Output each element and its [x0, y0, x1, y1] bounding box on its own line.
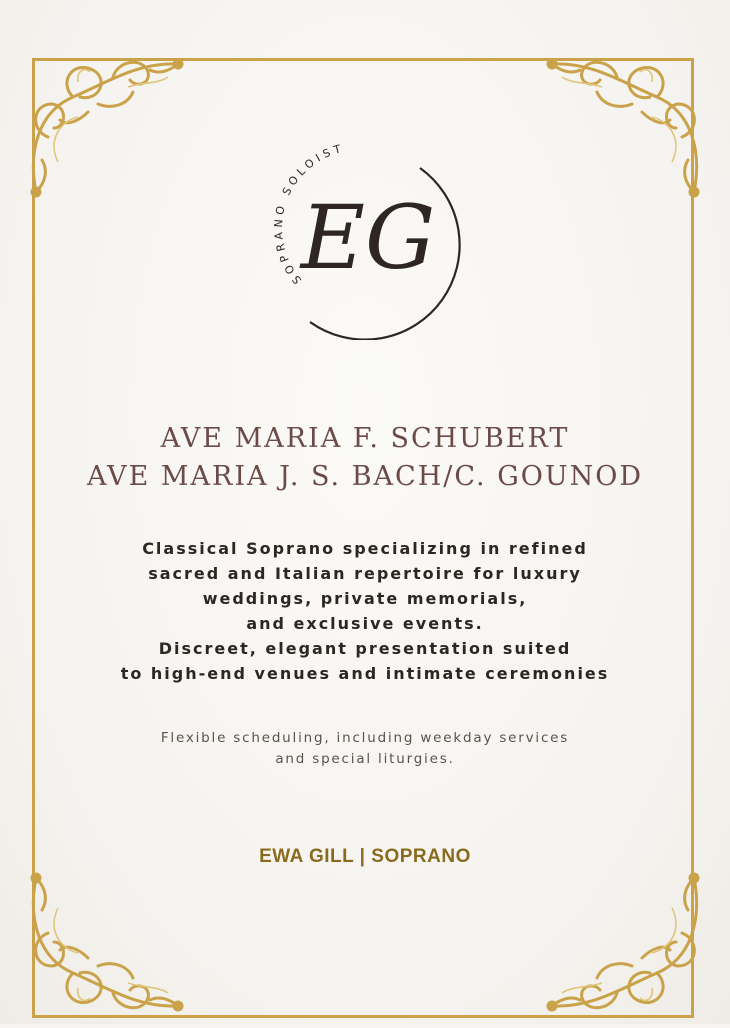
ornament-icon — [18, 858, 188, 1028]
ornament-icon — [18, 42, 188, 212]
performer-signature: EWA GILL | SOPRANO — [259, 846, 471, 867]
ornament-corner-bottom-right — [542, 858, 712, 1028]
title-line: AVE MARIA F. SCHUBERT — [160, 423, 570, 454]
description-line: Discreet, elegant presentation suited — [158, 639, 572, 658]
monogram-arc-text: SOPRANO SOLOIST — [271, 141, 347, 287]
ornament-corner-top-right — [542, 42, 712, 212]
ornament-corner-bottom-left — [18, 858, 188, 1028]
note-line: Flexible scheduling, including weekday services — [160, 730, 570, 746]
monogram-letters: EG — [300, 186, 436, 289]
scheduling-note — [0, 728, 730, 770]
ornament-icon — [542, 858, 712, 1028]
ornament-corner-top-left — [18, 42, 188, 212]
description-line: and exclusive events. — [246, 614, 484, 633]
song-titles — [0, 420, 730, 496]
eg-monogram-logo — [270, 140, 470, 340]
description-line: sacred and Italian repertoire for luxury — [148, 564, 582, 583]
ornament-icon — [542, 42, 712, 212]
description-line: to high-end venues and intimate ceremonies — [120, 664, 610, 683]
description-line: weddings, private memorials, — [202, 589, 528, 608]
title-line: AVE MARIA J. S. BACH/C. GOUNOD — [86, 461, 644, 492]
description-line: Classical Soprano specializing in refined — [142, 539, 588, 558]
note-line: and special liturgies. — [275, 751, 455, 767]
description-block — [0, 536, 730, 686]
